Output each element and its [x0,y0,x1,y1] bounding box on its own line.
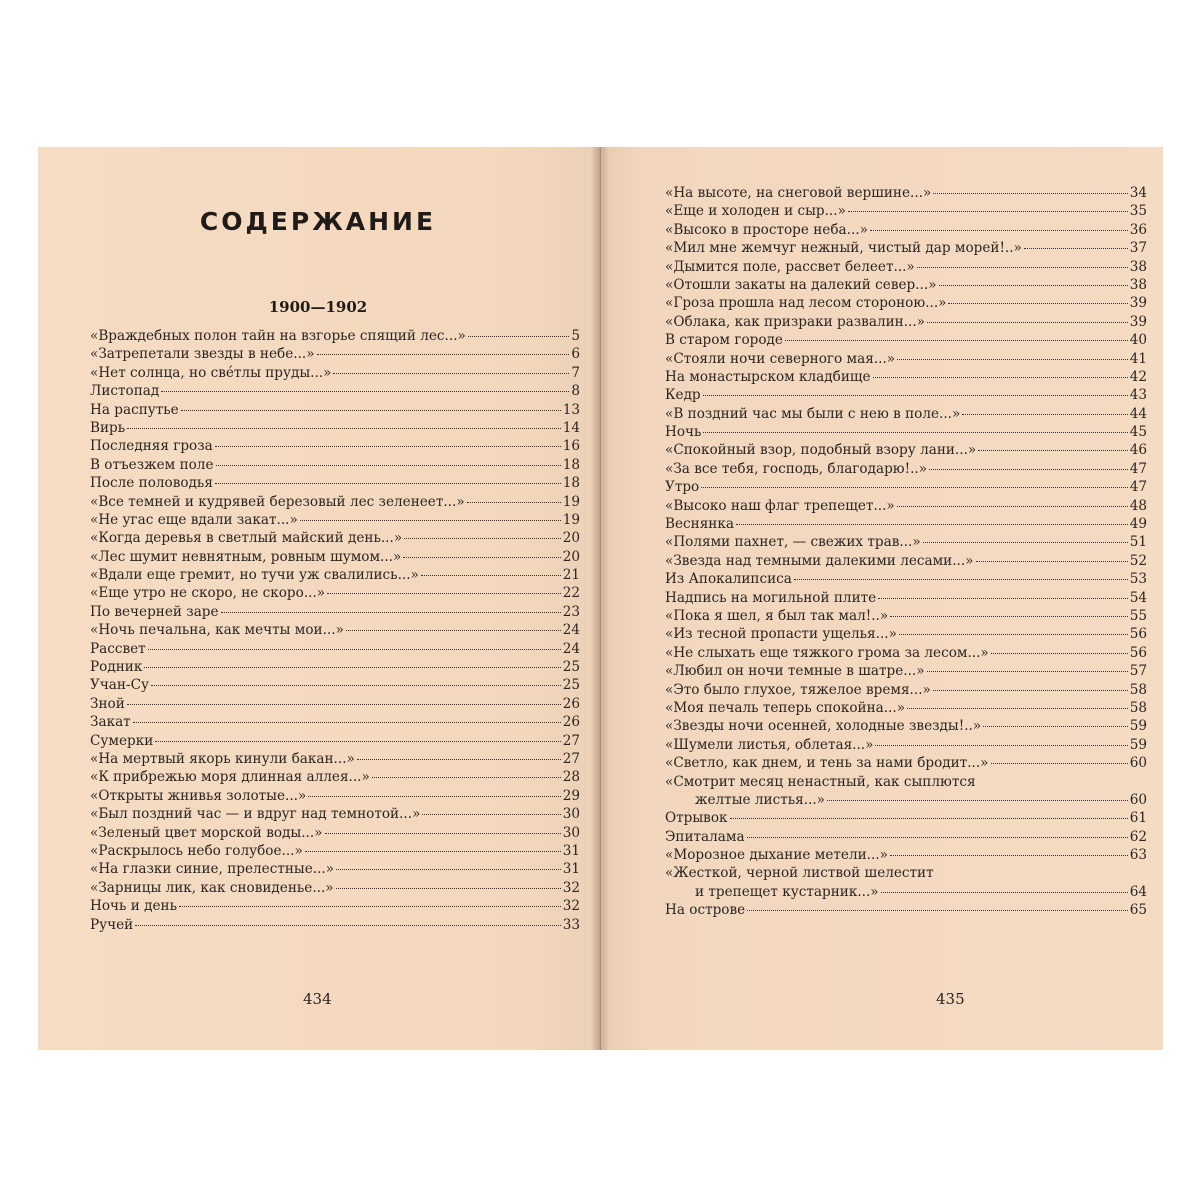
dot-leader [890,855,1128,856]
dot-leader [325,833,561,834]
dot-leader [151,685,561,686]
dot-leader [127,428,561,429]
toc-entry-title: «Из тесной пропасти ущелья...» [665,626,897,643]
toc-entry-title: Веснянка [665,516,734,533]
dot-leader [372,777,561,778]
toc-entry-title: По вечерней заре [90,603,219,620]
toc-entry-page: 47 [1129,460,1147,477]
toc-entry [665,607,1147,625]
dot-leader [155,741,560,742]
toc-entry-page: 21 [562,567,580,584]
toc-entry-title: Рассвет [90,640,146,657]
toc-entry-title: «Отошли закаты на далекий север...» [665,276,937,293]
toc-entry-page: 65 [1129,902,1147,919]
toc-entry-title: На распутье [90,401,179,418]
toc-entry [665,736,1147,754]
toc-entry-page: 41 [1129,350,1147,367]
toc-entry-page: 40 [1129,332,1147,349]
toc-entry [90,548,580,566]
toc-entry [90,566,580,584]
toc-entry [90,713,580,731]
toc-entry-title: и трепещет кустарник...» [695,883,879,900]
dot-leader [978,450,1127,451]
toc-entry [665,754,1147,772]
toc-entry-title: «Высоко в просторе неба...» [665,221,868,238]
toc-entry [665,809,1147,827]
toc-entry [90,437,580,455]
toc-entry-page: 25 [562,659,580,676]
toc-entry-title: «Не слыхать еще тяжкого грома за лесом...» [665,644,989,661]
dot-leader [747,837,1128,838]
dot-leader [148,649,561,650]
toc-entry-page: 46 [1129,442,1147,459]
toc-entry-title: Ручей [90,916,134,933]
toc-entry-page: 7 [571,364,580,381]
toc-entry [665,662,1147,680]
dot-leader [917,267,1128,268]
toc-entry [90,603,580,621]
toc-entry-page: 24 [562,622,580,639]
toc-entry-title: «На высоте, на снеговой вершине...» [665,185,932,201]
dot-leader [133,722,561,723]
toc-entry-title: «Лес шумит невнятным, ровным шумом...» [90,548,402,565]
toc-entry-page: 54 [1129,589,1147,606]
toc-entry [665,883,1147,901]
toc-entry [665,350,1147,368]
toc-entry-page: 27 [562,732,580,749]
dot-leader [305,851,561,852]
toc-entry-title: «Дымится поле, рассвет белеет...» [665,258,915,275]
toc-entry-page: 19 [562,511,580,528]
toc-entry-title: «Ночь печальна, как мечты мои...» [90,622,344,639]
dot-leader [161,391,569,392]
dot-leader [1024,248,1128,249]
toc-entry [665,313,1147,331]
toc-entry [90,364,580,382]
dot-leader [897,359,1128,360]
toc-entry-page: 13 [562,401,580,418]
toc-entry [665,276,1147,294]
dot-leader [127,704,561,705]
dot-leader [730,818,1128,819]
toc-entry-title: «В поздний час мы были с нею в поле...» [665,405,961,422]
toc-entry-page: 16 [562,438,580,455]
toc-entry-title: На монастырском кладбище [665,368,871,385]
dot-leader [927,671,1128,672]
toc-entry-page: 61 [1129,810,1147,827]
dot-leader [933,690,1128,691]
dot-leader [873,377,1128,378]
toc-entry-title: желтые листья...» [695,791,825,808]
toc-entry-page: 30 [562,824,580,841]
dot-leader [336,869,561,870]
toc-entry-page: 39 [1129,295,1147,312]
dot-leader [991,653,1128,654]
toc-entry-page: 60 [1129,791,1147,808]
toc-entry-title: «Зарницы лик, как сновиденье...» [90,879,334,896]
dot-leader [404,538,561,539]
dot-leader [747,910,1128,911]
toc-entry-title: Надпись на могильной плите [665,589,877,606]
toc-entry [665,294,1147,312]
toc-entry [90,529,580,547]
toc-entry [665,184,1147,202]
toc-entry-title: Утро [665,479,700,496]
toc-entry [90,456,580,474]
toc-entry-page: 6 [571,346,580,363]
toc-entry-title: Ночь [665,424,702,441]
toc-entry-title: На острове [665,902,746,919]
dot-leader [878,598,1127,599]
dot-leader [794,579,1128,580]
toc-entry [665,368,1147,386]
toc-entry-title: «Звезда над темными далекими лесами...» [665,552,974,569]
toc-entry-page: 26 [562,714,580,731]
toc-entry [90,658,580,676]
toc-entry-title: «Жесткой, черной листвой шелестит [665,865,934,882]
toc-entry [665,221,1147,239]
dot-leader [467,502,561,503]
toc-entry-title: «Смотрит месяц ненастный, как сыплются [665,773,976,790]
dot-leader [333,373,569,374]
dot-leader [215,483,561,484]
toc-entry-title: «Зеленый цвет морской воды...» [90,824,323,841]
toc-entry [90,842,580,860]
toc-entry-page: 43 [1129,387,1147,404]
toc-entry-title: «За все тебя, господь, благодарю!..» [665,460,928,477]
dot-leader [357,759,561,760]
toc-entry-page: 26 [562,695,580,712]
toc-entry-title: «На глазки синие, прелестные...» [90,861,335,878]
toc-entry-title: «Спокойный взор, подобный взору лани...» [665,442,977,459]
dot-leader [703,395,1128,396]
toc-entry [90,805,580,823]
dot-leader [939,285,1128,286]
toc-entry-title: «Гроза прошла над лесом стороною...» [665,295,947,312]
toc-entry-page: 18 [562,475,580,492]
dot-leader [897,506,1128,507]
toc-entry-page: 56 [1129,626,1147,643]
toc-entry-page: 48 [1129,497,1147,514]
toc-entry-page: 62 [1129,828,1147,845]
toc-entry-page: 19 [562,493,580,510]
left-page [38,147,598,1050]
toc-entry [90,382,580,400]
contents-heading: СОДЕРЖАНИЕ [199,207,437,236]
toc-entry-page: 22 [562,585,580,602]
toc-entry-title: «Вдали еще гремит, но тучи уж свалились...» [90,567,419,584]
toc-entry-page: 20 [562,548,580,565]
toc-entry [665,773,1147,791]
toc-entry-page: 49 [1129,516,1147,533]
toc-entry-page: 38 [1129,258,1147,275]
dot-leader [827,800,1128,801]
dot-leader [703,432,1127,433]
toc-entry [665,441,1147,459]
toc-entry [665,644,1147,662]
toc-entry-page: 37 [1129,240,1147,257]
toc-entry [665,202,1147,220]
toc-entry [90,676,580,694]
toc-entry-page: 38 [1129,276,1147,293]
dot-leader [221,612,561,613]
toc-entry-page: 24 [562,640,580,657]
book-gutter [591,147,609,1050]
toc-entry [90,621,580,639]
toc-entry-page: 31 [562,861,580,878]
toc-entry [665,258,1147,276]
dot-leader [785,340,1128,341]
toc-entry-page: 18 [562,456,580,473]
toc-entry-title: «Светло, как днем, и тень за нами бродит...» [665,755,989,772]
toc-entry [665,552,1147,570]
toc-entry [665,405,1147,423]
toc-entry-title: «На мертвый якорь кинули бакан...» [90,750,355,767]
toc-entry-page: 44 [1129,405,1147,422]
toc-entry [665,331,1147,349]
right-page [603,147,1163,1050]
toc-entry [90,860,580,878]
toc-entry [90,824,580,842]
dot-leader [948,303,1127,304]
toc-entry-title: «Мил мне жемчуг нежный, чистый дар морей!..» [665,240,1022,257]
toc-entry-page: 35 [1129,203,1147,220]
book-spread [38,147,1163,1050]
dot-leader [327,593,561,594]
toc-entry-title: «Шумели листья, облетая...» [665,736,874,753]
dot-leader [983,726,1128,727]
toc-entry-page: 59 [1129,718,1147,735]
toc-entry-title: Эпиталама [665,828,745,845]
toc-entry [665,423,1147,441]
toc-entry-title: Отрывок [665,810,728,827]
toc-entry [665,681,1147,699]
toc-entry-title: Из Апокалипсиса [665,571,792,588]
page-number-right: 435 [936,990,965,1008]
toc-entry-page: 47 [1129,479,1147,496]
toc-entry-title: Зной [90,695,125,712]
toc-entry-title: «Звезды ночи осенней, холодные звезды!..» [665,718,982,735]
toc-entry-title: «Все темней и кудрявей березовый лес зеленеет...» [90,493,465,510]
toc-entry-title: После половодья [90,475,213,492]
toc-entry [665,864,1147,882]
toc-entry [90,750,580,768]
toc-entry-title: «Стояли ночи северного мая...» [665,350,896,367]
toc-entry-page: 14 [562,419,580,436]
toc-entry [665,828,1147,846]
toc-entry-title: «Затрепетали звезды в небе...» [90,346,315,363]
toc-entry-page: 34 [1129,185,1147,201]
dot-leader [933,193,1127,194]
toc-entry [665,589,1147,607]
toc-entry-title: «Морозное дыхание метели...» [665,847,888,864]
toc-entry [90,511,580,529]
toc-list-left [90,327,580,934]
toc-entry-page: 59 [1129,736,1147,753]
dot-leader [962,414,1127,415]
dot-leader [421,575,561,576]
toc-entry-page: 36 [1129,221,1147,238]
toc-entry-title: «Это было глухое, тяжелое время...» [665,681,931,698]
toc-entry-page: 53 [1129,571,1147,588]
toc-entry [90,768,580,786]
toc-entry-title: В старом городе [665,332,783,349]
dot-leader [991,763,1128,764]
dot-leader [736,524,1128,525]
toc-entry-title: «Облака, как призраки развалин...» [665,313,925,330]
toc-entry [90,640,580,658]
toc-entry [90,584,580,602]
toc-entry-title: «Не угас еще вдали закат...» [90,511,298,528]
toc-entry-page: 63 [1129,847,1147,864]
toc-entry [665,478,1147,496]
toc-entry-title: «Полями пахнет, — свежих трав...» [665,534,921,551]
toc-entry-title: В отъезжем поле [90,456,214,473]
toc-entry-page: 33 [562,916,580,933]
toc-entry-page: 55 [1129,607,1147,624]
toc-entry-page: 29 [562,787,580,804]
page-number-left: 434 [303,990,332,1008]
toc-entry [665,497,1147,515]
toc-entry-title: Сумерки [90,732,154,749]
dot-leader [870,230,1128,231]
dot-leader [848,211,1128,212]
toc-entry-title: Вирь [90,419,126,436]
toc-entry [665,533,1147,551]
toc-entry-title: Учан-Су [90,677,149,694]
toc-entry-page: 51 [1129,534,1147,551]
toc-entry-page: 28 [562,769,580,786]
dot-leader [976,561,1128,562]
dot-leader [308,796,560,797]
toc-entry-title: «Когда деревья в светлый майский день...» [90,530,403,547]
dot-leader [300,520,561,521]
toc-entry-title: Родник [90,659,143,676]
dot-leader [181,410,561,411]
toc-entry-page: 20 [562,530,580,547]
toc-entry-title: «Нет солнца, но свéтлы пруды...» [90,364,332,381]
dot-leader [336,888,561,889]
toc-entry-page: 64 [1129,883,1147,900]
toc-entry-page: 58 [1129,699,1147,716]
toc-entry-page: 52 [1129,552,1147,569]
toc-entry-page: 5 [571,328,580,344]
toc-entry-title: «Любил он ночи темные в шатре...» [665,663,925,680]
dot-leader [923,542,1128,543]
toc-entry [90,732,580,750]
toc-entry-page: 27 [562,750,580,767]
dot-leader [881,892,1128,893]
toc-entry-page: 39 [1129,313,1147,330]
toc-entry [90,401,580,419]
toc-entry [665,239,1147,257]
dot-leader [403,557,560,558]
toc-entry [90,474,580,492]
toc-entry-page: 23 [562,603,580,620]
toc-entry-page: 32 [562,898,580,915]
dot-leader [179,906,561,907]
toc-entry-title: «Был поздний час — и вдруг над темнотой...» [90,806,421,823]
toc-entry [665,625,1147,643]
toc-entry [665,717,1147,735]
toc-entry [90,787,580,805]
dot-leader [215,446,561,447]
toc-entry-page: 58 [1129,681,1147,698]
dot-leader [422,814,560,815]
toc-entry [665,570,1147,588]
dot-leader [346,630,561,631]
toc-entry-title: «Открыты жнивья золотые...» [90,787,307,804]
toc-entry-title: Листопад [90,383,160,400]
dot-leader [927,322,1128,323]
toc-entry [90,897,580,915]
toc-entry-page: 30 [562,806,580,823]
toc-entry-title: «Еще и холоден и сыр...» [665,203,846,220]
toc-entry-page: 45 [1129,424,1147,441]
toc-entry-title: «Раскрылось небо голубое...» [90,842,303,859]
dot-leader [135,925,560,926]
toc-entry-title: «Еще утро не скоро, не скоро...» [90,585,326,602]
toc-entry [90,345,580,363]
toc-entry [665,901,1147,919]
section-title: 1900—1902 [268,298,368,316]
toc-entry-page: 57 [1129,663,1147,680]
toc-list-right [665,184,1147,920]
toc-entry-page: 25 [562,677,580,694]
dot-leader [216,465,561,466]
dot-leader [144,667,560,668]
dot-leader [701,487,1127,488]
toc-entry-page: 31 [562,842,580,859]
dot-leader [468,336,570,337]
toc-entry-page: 8 [571,383,580,400]
toc-entry-title: «Враждебных полон тайн на взгорье спящий лес...» [90,328,466,344]
toc-entry-page: 32 [562,879,580,896]
toc-entry-title: Ночь и день [90,898,178,915]
dot-leader [317,354,570,355]
toc-entry [90,419,580,437]
dot-leader [907,708,1128,709]
dot-leader [899,634,1128,635]
toc-entry-page: 42 [1129,368,1147,385]
toc-entry [90,695,580,713]
toc-entry-page: 60 [1129,755,1147,772]
toc-entry [665,460,1147,478]
toc-entry [90,327,580,345]
dot-leader [875,745,1127,746]
toc-entry-title: «Моя печаль теперь спокойна...» [665,699,906,716]
toc-entry [665,791,1147,809]
toc-entry-title: «Высоко наш флаг трепещет...» [665,497,895,514]
dot-leader [929,469,1128,470]
toc-entry [90,493,580,511]
toc-entry [90,879,580,897]
toc-entry [665,386,1147,404]
toc-entry-title: Закат [90,714,131,731]
toc-entry [665,846,1147,864]
toc-entry-title: «К прибрежью моря длинная аллея...» [90,769,370,786]
toc-entry-page: 56 [1129,644,1147,661]
toc-entry [665,699,1147,717]
toc-entry [665,515,1147,533]
toc-entry-title: Кедр [665,387,701,404]
toc-entry-title: «Пока я шел, я был так мал!..» [665,607,889,624]
toc-entry [90,916,580,934]
toc-entry-title: Последняя гроза [90,438,213,455]
dot-leader [890,616,1128,617]
